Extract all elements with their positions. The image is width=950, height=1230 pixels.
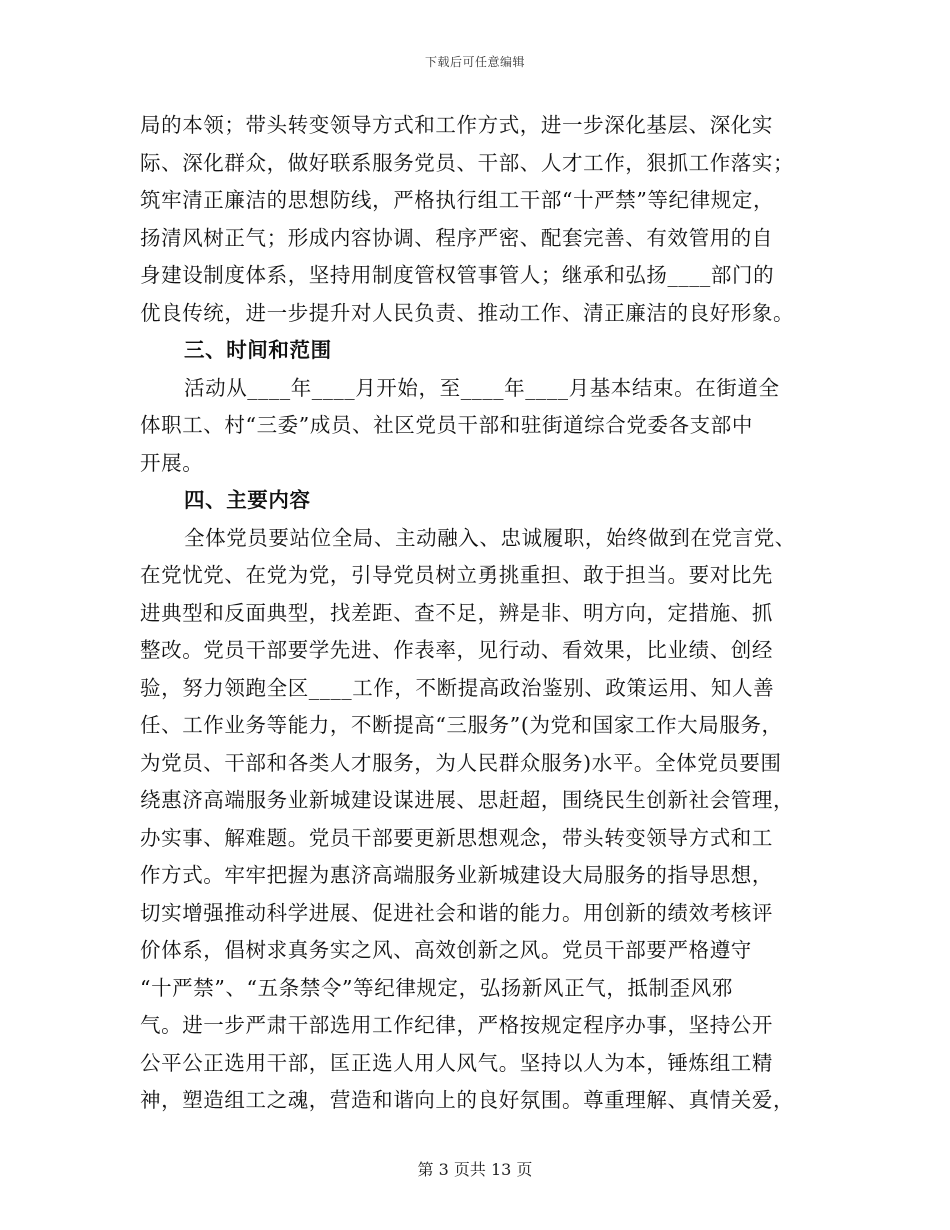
body-text-line: 活动从____年____月开始，至____年____月基本结束。在街道全	[184, 375, 780, 400]
body-text-line: 为党员、干部和各类人才服务，为人民群众服务)水平。全体党员要围	[140, 750, 782, 775]
document-body	[140, 107, 810, 1120]
body-text-line: 体职工、村“三委”成员、社区党员干部和驻街道综合党委各支部中	[140, 413, 753, 437]
body-text-line: 在党忧党、在党为党，引导党员树立勇挑重担、敢于担当。要对比先	[140, 563, 773, 587]
body-text-line: 身建设制度体系，坚持用制度管权管事管人；继承和弘扬____部门的	[140, 263, 775, 287]
body-text-line: 任、工作业务等能力，不断提高“三服务”(为党和国家工作大局服务，	[140, 713, 783, 737]
body-text-line: 绕惠济高端服务业新城建设谋进展、思赶超，围绕民生创新社会管理，	[140, 788, 795, 812]
body-text-line: 神，塑造组工之魂，营造和谐向上的良好氛围。尊重理解、真情关爱，	[140, 1088, 795, 1112]
body-text-line: 价体系，倡树求真务实之风、高效创新之风。党员干部要严格遵守	[140, 938, 752, 962]
body-text-line: 作方式。牢牢把握为惠济高端服务业新城建设大局服务的指导思想，	[140, 863, 773, 887]
section-heading: 三、时间和范围	[184, 338, 332, 362]
body-text-line: 局的本领；带头转变领导方式和工作方式，进一步深化基层、深化实	[140, 113, 773, 137]
body-text-line: 开展。	[140, 450, 204, 475]
body-text-line: 筑牢清正廉洁的思想防线，严格执行组工干部“十严禁”等纪律规定，	[140, 188, 775, 212]
body-text-line: 优良传统，进一步提升对人民负责、推动工作、清正廉洁的良好形象。	[140, 300, 795, 325]
body-text-line: 气。进一步严肃干部选用工作纪律，严格按规定程序办事，坚持公开	[140, 1013, 773, 1037]
section-heading: 四、主要内容	[184, 488, 311, 512]
body-text-line: 切实增强推动科学进展、促进社会和谐的能力。用创新的绩效考核评	[140, 900, 773, 925]
header-note: 下载后可任意编辑	[424, 55, 525, 69]
body-text-line: 整改。党员干部要学先进、作表率，见行动、看效果，比业绩、创经	[140, 638, 773, 662]
body-text-line: 验，努力领跑全区____工作，不断提高政治鉴别、政策运用、知人善	[140, 675, 775, 700]
page-number: 第 3 页共 13 页	[417, 1160, 533, 1179]
body-text-line: 公平公正选用干部，匡正选人用人风气。坚持以人为本，锤炼组工精	[140, 1050, 773, 1075]
body-text-line: 进典型和反面典型，找差距、查不足，辨是非、明方向，定措施、抓	[140, 600, 773, 625]
body-text-line: 际、深化群众，做好联系服务党员、干部、人才工作，狠抓工作落实；	[140, 150, 795, 175]
body-text-line: 扬清风树正气；形成内容协调、程序严密、配套完善、有效管用的自	[140, 225, 773, 250]
body-text-line: 办实事、解难题。党员干部要更新思想观念，带头转变领导方式和工	[140, 825, 773, 850]
body-text-line: 全体党员要站位全局、主动融入、忠诚履职，始终做到在党言党、	[184, 525, 796, 550]
body-text-line: “十严禁”、“五条禁令”等纪律规定，弘扬新风正气，抵制歪风邪	[140, 975, 733, 1000]
